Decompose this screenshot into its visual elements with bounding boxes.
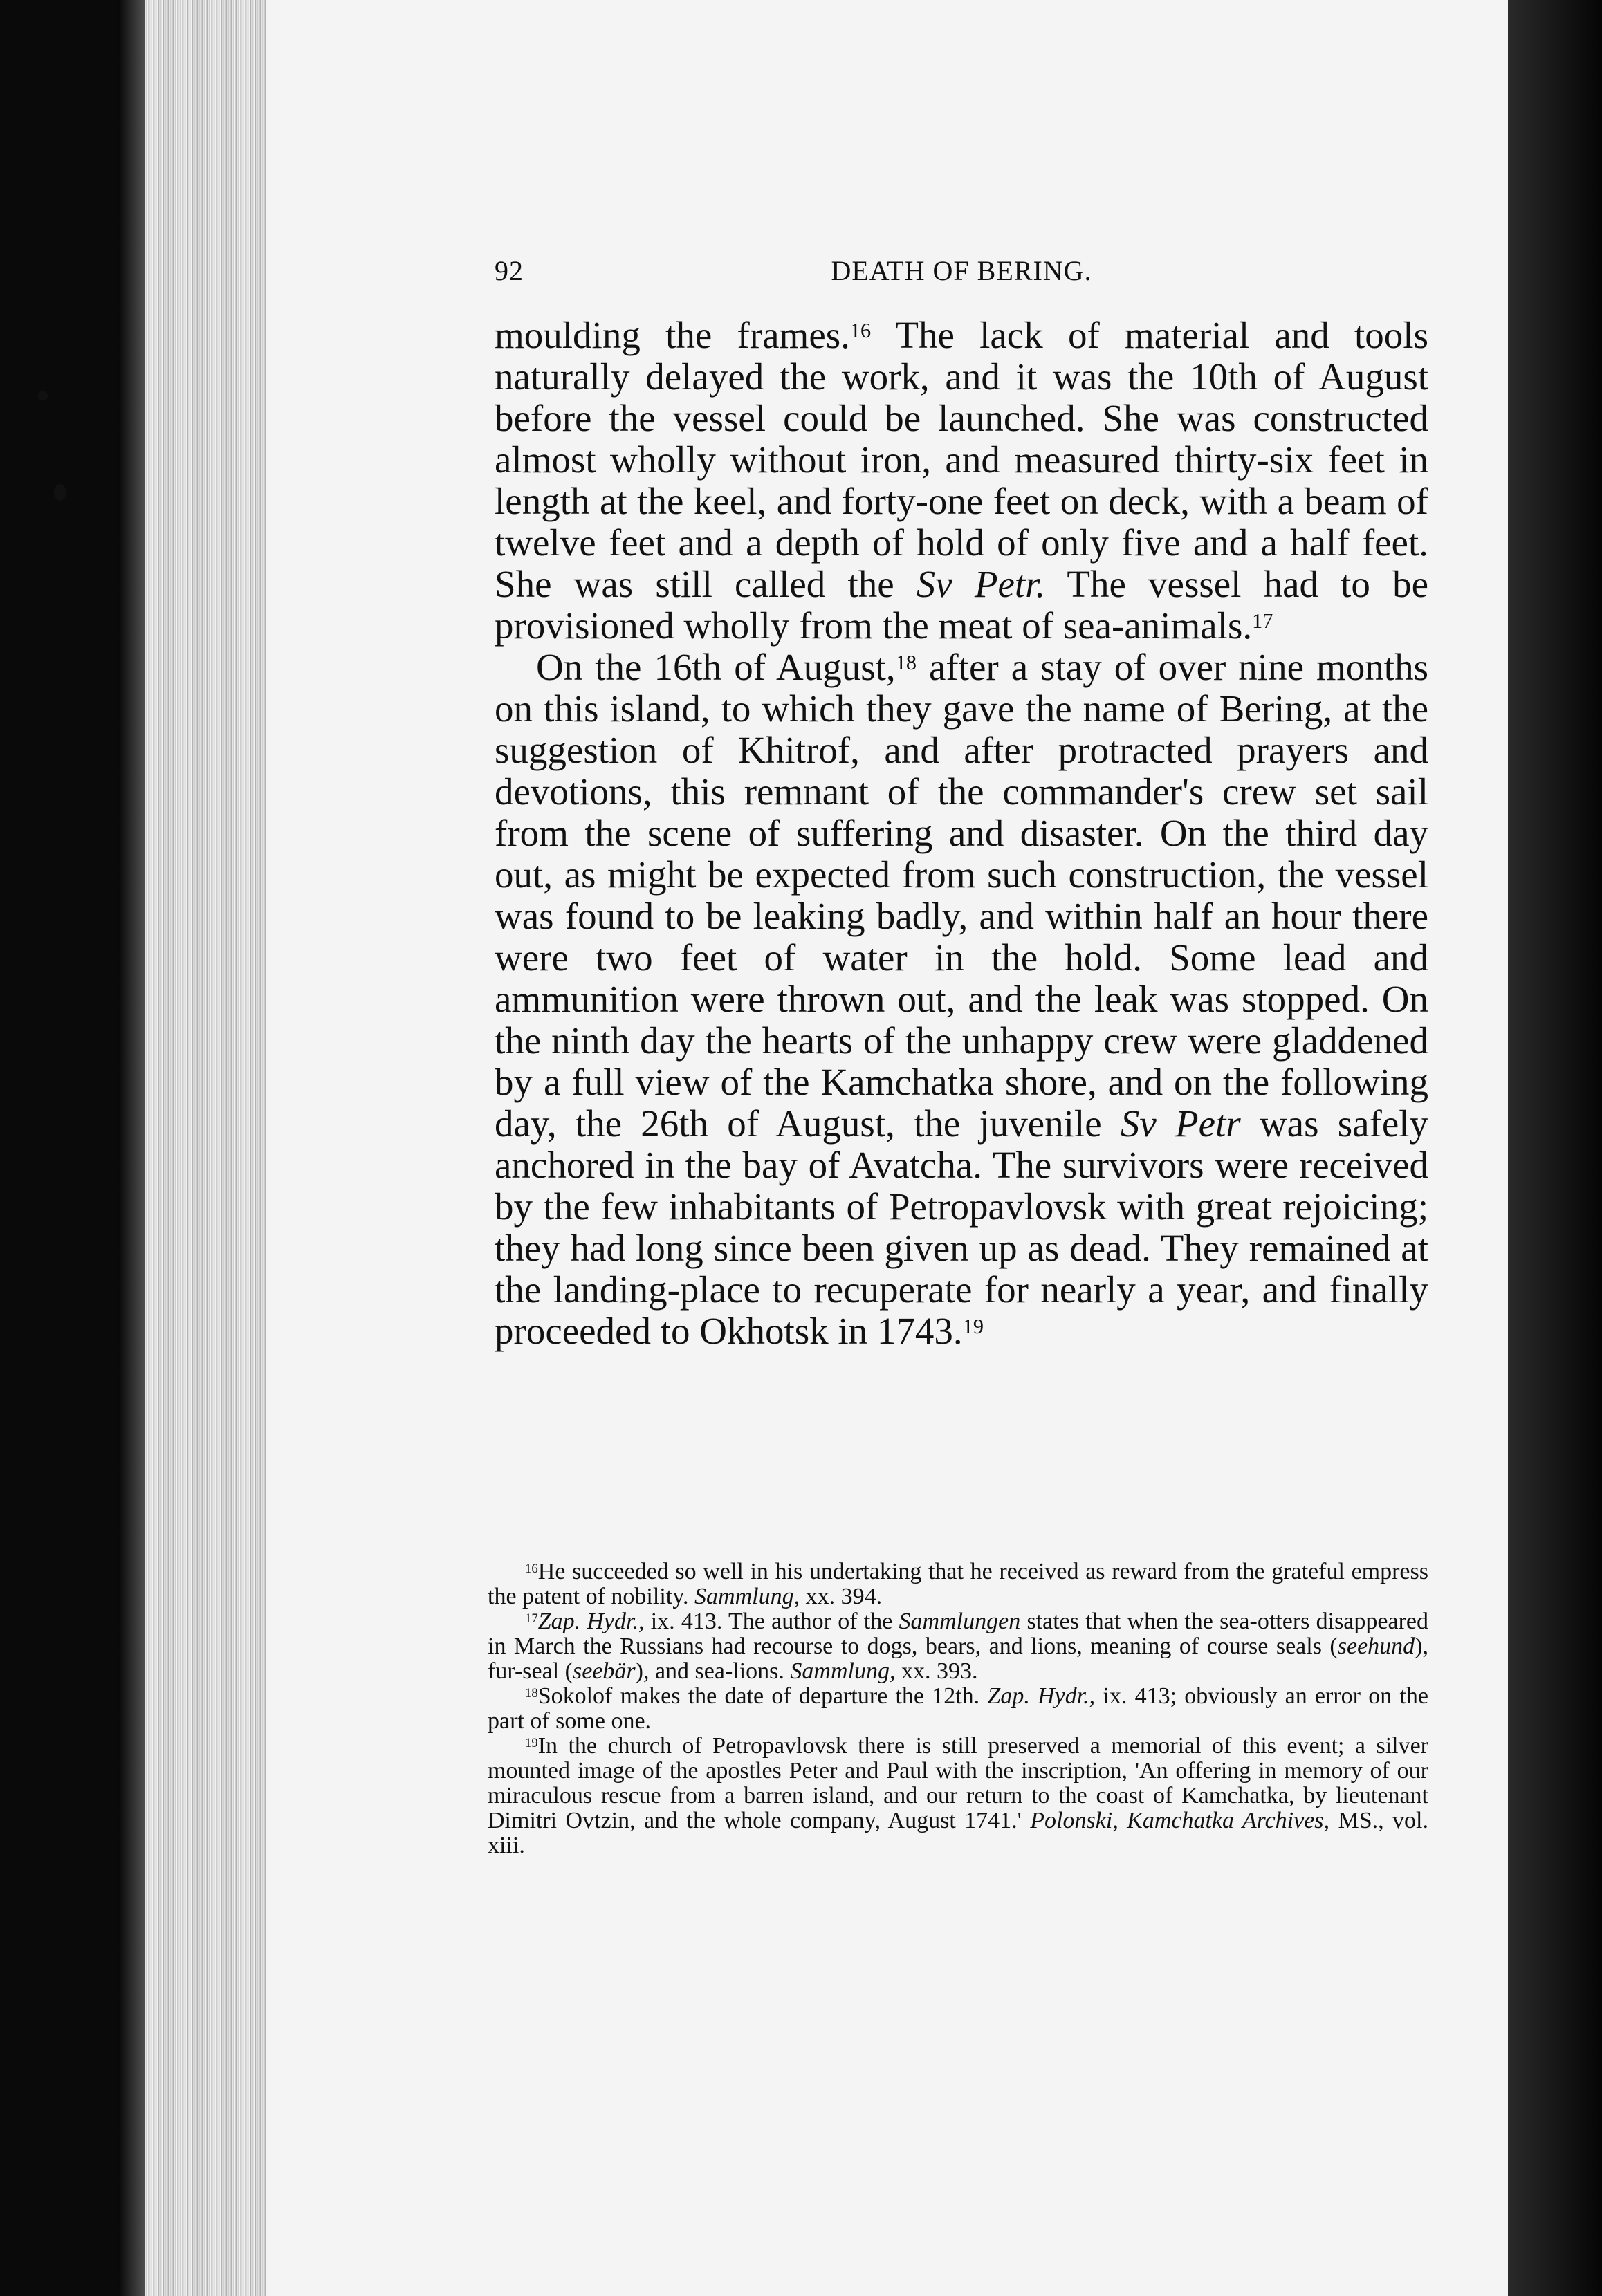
- main-text: [495, 315, 1428, 1352]
- citation: Sammlung,: [790, 1658, 896, 1684]
- foreign-word: seehund: [1337, 1633, 1415, 1659]
- text-run: ix. 413; obviously an error on the part of some one.: [488, 1683, 1428, 1734]
- footnote-number: 16: [525, 1561, 538, 1576]
- text-run: ), fur-seal (: [488, 1633, 1428, 1684]
- footnote-ref: 19: [962, 1314, 984, 1338]
- ink-speck: [38, 391, 48, 400]
- text-run: states that when the sea-otters disappeared in March the Russians had recourse to dogs, bears, and lions, meaning of course seals (: [488, 1609, 1428, 1659]
- running-header: [495, 254, 1428, 296]
- text-run: moulding the frames.: [495, 314, 850, 356]
- citation: Zap. Hydr.,: [987, 1683, 1096, 1709]
- text-run: On the 16th of August,: [536, 646, 896, 688]
- foreign-word: seebär: [572, 1658, 636, 1684]
- footnote: [488, 1684, 1428, 1734]
- citation: Sammlung,: [694, 1584, 800, 1609]
- text-run: ix. 413. The author of the: [644, 1609, 899, 1634]
- text-run: In the church of Petropavlovsk there is still preserved a memorial of this event; a silver mounted image of the apostles Peter and Paul with the inscription, 'An offering in memory of our miraculous rescue from a barren island, and our return to the coast of Kamchatka, by lieutenant Dimitri Ovtzin, and the whole company, August 1741.': [488, 1733, 1428, 1833]
- gutter-shadow: [1508, 0, 1602, 2296]
- ink-speck: [54, 484, 66, 501]
- text-run: He succeeded so well in his undertaking that he received as reward from the grateful empress the patent of nobility.: [488, 1559, 1428, 1609]
- paragraph: [495, 315, 1428, 647]
- footnote: [488, 1559, 1428, 1609]
- footnote-ref: 18: [895, 650, 917, 674]
- text-run: xx. 394.: [800, 1584, 883, 1609]
- footnotes: [488, 1559, 1428, 1858]
- citation: Zap. Hydr.,: [537, 1609, 645, 1634]
- text-run: after a stay of over nine months on this island, to which they gave the name of Bering, at the suggestion of Khitrof, and after protracted prayers and devotions, this remnant of the commander's crew set sail from the scene of suffering and disaster. On the third day out, as might be expected from such construction, the vessel was found to be leaking badly, and within half an hour there were two feet of water in the hold. Some lead and ammunition were thrown out, and the leak was stopped. On the ninth day the hearts of the unhappy crew were gladdened by a full view of the Kamchatka shore, and on the following day, the 26th of August, the juvenile: [495, 646, 1428, 1145]
- ship-name: Sv Petr.: [916, 563, 1046, 605]
- text-run: The lack of material and tools naturally delayed the work, and it was the 10th of August before the vessel could be launched. She was constructed almost wholly without iron, and measured thirty-six feet in length at the keel, and forty-one feet on deck, with a beam of twelve feet and a depth of hold of only five and a half feet. She was still called the: [495, 314, 1428, 605]
- footnote-ref: 16: [849, 318, 872, 342]
- paragraph: [495, 647, 1428, 1352]
- ship-name: Sv Petr: [1120, 1102, 1241, 1145]
- text-run: The vessel had to be provisioned wholly from the meat of sea-animals.: [495, 563, 1428, 647]
- citation: Polonski, Kamchatka Archives,: [1030, 1808, 1330, 1833]
- running-title: DEATH OF BERING.: [831, 255, 1092, 286]
- text-run: Sokolof makes the date of departure the 12th.: [537, 1683, 988, 1709]
- footnote-number: 17: [525, 1611, 538, 1626]
- footnote: [488, 1609, 1428, 1684]
- footnote: [488, 1734, 1428, 1858]
- citation: Sammlungen: [899, 1609, 1021, 1634]
- text-run: ), and sea-lions.: [635, 1658, 791, 1684]
- footnote-number: 19: [525, 1735, 538, 1750]
- text-run: MS., vol. xiii.: [488, 1808, 1429, 1858]
- footnote-ref: 17: [1252, 609, 1273, 633]
- text-run: xx. 393.: [895, 1658, 978, 1684]
- book-page-edges: [118, 0, 270, 2296]
- page-number: 92: [495, 255, 524, 286]
- footnote-number: 18: [525, 1685, 538, 1701]
- text-run: was safely anchored in the bay of Avatcha. The survivors were received by the few inhabitants of Petropavlovsk with great rejoicing; they had long since been given up as dead. They remained at the landing-place to recuperate for nearly a year, and finally proceeded to Okhotsk in 1743.: [495, 1102, 1429, 1352]
